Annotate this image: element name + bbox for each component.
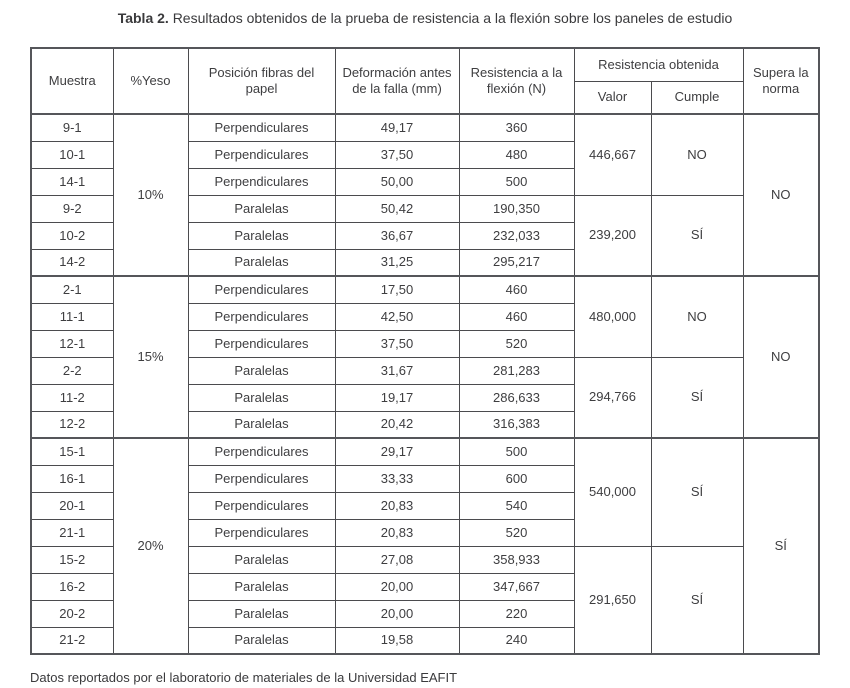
cell-deformacion: 29,17 [335,438,459,465]
cell-posicion: Perpendiculares [188,519,335,546]
source-note: Datos reportados por el laboratorio de materiales de la Universidad EAFIT [30,670,458,685]
cell-deformacion: 27,08 [335,546,459,573]
cell-muestra: 21-2 [31,627,113,654]
cell-yeso-group: 15% [113,276,188,438]
cell-posicion: Paralelas [188,411,335,438]
header-valor: Valor [574,81,651,114]
cell-deformacion: 19,17 [335,384,459,411]
cell-muestra: 21-1 [31,519,113,546]
cell-resistencia: 460 [459,276,574,303]
cell-muestra: 14-2 [31,249,113,276]
cell-deformacion: 17,50 [335,276,459,303]
cell-cumple-group: NO [651,276,743,357]
cell-muestra: 12-1 [31,330,113,357]
cell-deformacion: 33,33 [335,465,459,492]
cell-valor-group: 446,667 [574,114,651,195]
cell-cumple-group: NO [651,114,743,195]
cell-supera-group: SÍ [743,438,819,654]
cell-valor-group: 540,000 [574,438,651,546]
cell-deformacion: 36,67 [335,222,459,249]
cell-posicion: Perpendiculares [188,276,335,303]
cell-cumple-group: SÍ [651,357,743,438]
cell-deformacion: 19,58 [335,627,459,654]
cell-muestra: 2-2 [31,357,113,384]
table-row [31,438,819,465]
cell-resistencia: 220 [459,600,574,627]
cell-resistencia: 358,933 [459,546,574,573]
header-supera: Supera la norma [743,48,819,114]
cell-deformacion: 50,00 [335,168,459,195]
cell-resistencia: 500 [459,438,574,465]
header-resistencia-flexion: Resistencia a la flexión (N) [459,48,574,114]
cell-muestra: 10-1 [31,141,113,168]
cell-deformacion: 20,00 [335,600,459,627]
cell-resistencia: 520 [459,519,574,546]
cell-resistencia: 360 [459,114,574,141]
cell-posicion: Paralelas [188,195,335,222]
cell-deformacion: 50,42 [335,195,459,222]
cell-deformacion: 42,50 [335,303,459,330]
cell-resistencia: 286,633 [459,384,574,411]
cell-posicion: Paralelas [188,627,335,654]
cell-posicion: Paralelas [188,546,335,573]
header-resistencia-obtenida: Resistencia obtenida [574,48,743,81]
header-posicion: Posición fibras del papel [188,48,335,114]
results-table [30,47,820,655]
cell-resistencia: 316,383 [459,411,574,438]
cell-posicion: Paralelas [188,357,335,384]
header-deformacion: Deformación antes de la falla (mm) [335,48,459,114]
cell-deformacion: 20,83 [335,519,459,546]
table-row [31,276,819,303]
cell-deformacion: 31,25 [335,249,459,276]
cell-muestra: 20-2 [31,600,113,627]
cell-deformacion: 20,83 [335,492,459,519]
cell-resistencia: 240 [459,627,574,654]
cell-muestra: 11-2 [31,384,113,411]
cell-valor-group: 291,650 [574,546,651,654]
cell-deformacion: 20,00 [335,573,459,600]
cell-cumple-group: SÍ [651,195,743,276]
table-caption [0,0,850,27]
cell-resistencia: 295,217 [459,249,574,276]
header-yeso: %Yeso [113,48,188,114]
cell-muestra: 15-1 [31,438,113,465]
cell-muestra: 9-1 [31,114,113,141]
header-cumple: Cumple [651,81,743,114]
cell-muestra: 16-1 [31,465,113,492]
cell-posicion: Paralelas [188,384,335,411]
cell-resistencia: 232,033 [459,222,574,249]
cell-muestra: 14-1 [31,168,113,195]
cell-muestra: 16-2 [31,573,113,600]
cell-deformacion: 20,42 [335,411,459,438]
cell-valor-group: 294,766 [574,357,651,438]
cell-resistencia: 190,350 [459,195,574,222]
cell-muestra: 12-2 [31,411,113,438]
cell-posicion: Perpendiculares [188,438,335,465]
cell-muestra: 9-2 [31,195,113,222]
cell-posicion: Perpendiculares [188,168,335,195]
table-header [31,48,819,114]
cell-muestra: 11-1 [31,303,113,330]
cell-valor-group: 239,200 [574,195,651,276]
cell-yeso-group: 10% [113,114,188,276]
cell-resistencia: 347,667 [459,573,574,600]
cell-muestra: 10-2 [31,222,113,249]
cell-posicion: Perpendiculares [188,141,335,168]
cell-deformacion: 49,17 [335,114,459,141]
cell-yeso-group: 20% [113,438,188,654]
cell-posicion: Paralelas [188,249,335,276]
cell-posicion: Paralelas [188,573,335,600]
cell-deformacion: 37,50 [335,330,459,357]
cell-muestra: 15-2 [31,546,113,573]
cell-posicion: Perpendiculares [188,114,335,141]
table-row [31,114,819,141]
cell-deformacion: 31,67 [335,357,459,384]
cell-supera-group: NO [743,276,819,438]
cell-cumple-group: SÍ [651,438,743,546]
header-muestra: Muestra [31,48,113,114]
cell-posicion: Perpendiculares [188,465,335,492]
cell-resistencia: 480 [459,141,574,168]
cell-posicion: Perpendiculares [188,330,335,357]
cell-resistencia: 500 [459,168,574,195]
cell-posicion: Paralelas [188,600,335,627]
cell-resistencia: 520 [459,330,574,357]
cell-posicion: Perpendiculares [188,303,335,330]
cell-resistencia: 281,283 [459,357,574,384]
cell-deformacion: 37,50 [335,141,459,168]
cell-muestra: 20-1 [31,492,113,519]
cell-resistencia: 540 [459,492,574,519]
table-caption-text: Resultados obtenidos de la prueba de resistencia a la flexión sobre los paneles de estudio [172,10,733,26]
cell-resistencia: 460 [459,303,574,330]
cell-resistencia: 600 [459,465,574,492]
cell-muestra: 2-1 [31,276,113,303]
table-caption-label: Tabla 2. [117,10,169,26]
cell-cumple-group: SÍ [651,546,743,654]
cell-posicion: Paralelas [188,222,335,249]
cell-posicion: Perpendiculares [188,492,335,519]
cell-supera-group: NO [743,114,819,276]
cell-valor-group: 480,000 [574,276,651,357]
